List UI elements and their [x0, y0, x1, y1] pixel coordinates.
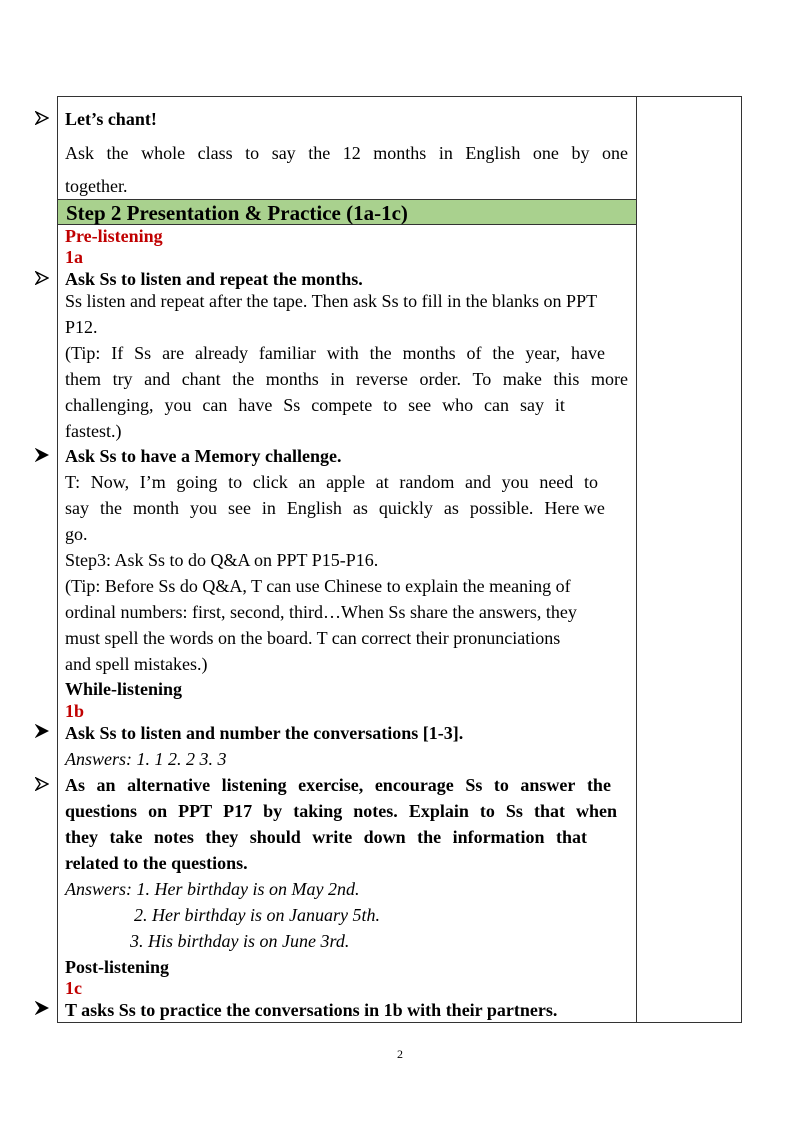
- word: the: [232, 369, 255, 389]
- step2-title: Step 2 Presentation & Practice (1a-1c): [66, 201, 408, 225]
- word: (Tip:: [65, 343, 101, 363]
- label-1b: 1b: [65, 701, 85, 721]
- step2-header: [58, 199, 636, 225]
- number-conversations-instruction: Ask Ss to listen and number the conversations [1-3].: [65, 723, 464, 743]
- word: random: [399, 472, 455, 492]
- word: notes.: [353, 801, 398, 821]
- ask-listen-instruction: Ask Ss to listen and repeat the months.: [65, 269, 363, 289]
- label-1c: 1c: [65, 978, 82, 998]
- word: To: [472, 369, 492, 389]
- tip-line: and spell mistakes.): [65, 654, 208, 674]
- word: exercise,: [298, 775, 364, 795]
- word: that: [533, 801, 565, 821]
- label-1a: 1a: [65, 247, 83, 267]
- word: them: [65, 369, 101, 389]
- arrow-bullet-icon: [35, 448, 49, 462]
- chant-text-line: [65, 144, 628, 162]
- page-number: 2: [397, 1047, 403, 1061]
- word: apple: [326, 472, 366, 492]
- column-divider: [636, 97, 637, 1022]
- word: can: [484, 395, 510, 415]
- word: answer: [520, 775, 576, 795]
- word: the: [106, 143, 129, 163]
- word: Ask: [65, 143, 95, 163]
- word: more: [590, 369, 628, 389]
- word: say: [271, 143, 296, 163]
- word: in: [261, 498, 276, 518]
- word: possible.: [469, 498, 534, 518]
- arrow-bullet-icon: [35, 777, 49, 791]
- word: the: [586, 775, 611, 795]
- word: familiar: [258, 343, 316, 363]
- word: listening: [221, 775, 287, 795]
- word: on: [148, 801, 168, 821]
- answers-1b: Answers: 1. 1 2. 2 3. 3: [65, 749, 227, 769]
- word: and: [465, 472, 491, 492]
- tip-line: [65, 396, 565, 414]
- word: have: [570, 343, 605, 363]
- word: PPT: [178, 801, 213, 821]
- arrow-bullet-icon: [35, 111, 49, 125]
- alternative-exercise-line: [65, 828, 587, 846]
- tip-line: (Tip: Before Ss do Q&A, T can use Chinese to explain the meaning of: [65, 576, 571, 596]
- word: that: [556, 827, 587, 847]
- pre-listening-heading: Pre-listening: [65, 226, 163, 246]
- word: already: [194, 343, 248, 363]
- tip-line: fastest.): [65, 421, 122, 441]
- word: by: [571, 143, 590, 163]
- word: notes: [153, 827, 194, 847]
- word: are: [162, 343, 185, 363]
- word: by: [263, 801, 283, 821]
- word: to: [228, 472, 243, 492]
- word: Here we: [544, 498, 605, 518]
- word: the: [369, 343, 392, 363]
- word: see: [408, 395, 432, 415]
- word: should: [249, 827, 301, 847]
- word: quickly: [378, 498, 433, 518]
- word: write: [312, 827, 353, 847]
- word: the: [308, 143, 331, 163]
- alternative-exercise-line: [65, 802, 617, 820]
- word: down: [363, 827, 406, 847]
- word: going: [176, 472, 218, 492]
- answer-line: Answers: 1. Her birthday is on May 2nd.: [65, 879, 360, 899]
- word: make: [502, 369, 542, 389]
- word: months: [265, 369, 319, 389]
- word: Ss: [283, 395, 301, 415]
- word: reverse: [355, 369, 408, 389]
- memory-text-line: [65, 499, 605, 517]
- word: year,: [525, 343, 561, 363]
- word: whole: [141, 143, 186, 163]
- word: who: [442, 395, 474, 415]
- arrow-bullet-icon: [35, 1001, 49, 1015]
- word: with: [326, 343, 359, 363]
- word: order.: [419, 369, 461, 389]
- word: one: [601, 143, 628, 163]
- word: 12: [342, 143, 361, 163]
- word: can: [202, 395, 228, 415]
- word: the: [417, 827, 442, 847]
- word: this: [553, 369, 580, 389]
- word: need: [539, 472, 574, 492]
- word: try: [112, 369, 133, 389]
- word: compete: [311, 395, 373, 415]
- word: taking: [293, 801, 343, 821]
- word: see: [227, 498, 251, 518]
- word: say: [65, 498, 89, 518]
- word: Explain: [408, 801, 469, 821]
- word: T:: [65, 472, 81, 492]
- while-listening-heading: While-listening: [65, 679, 183, 699]
- word: one: [532, 143, 559, 163]
- practice-instruction: T asks Ss to practice the conversations in 1b with their partners.: [65, 1000, 558, 1020]
- word: you: [189, 498, 217, 518]
- word: I’m: [139, 472, 166, 492]
- answer-line: 3. His birthday is on June 3rd.: [130, 931, 350, 951]
- word: English: [465, 143, 521, 163]
- word: an: [298, 472, 316, 492]
- word: English: [286, 498, 342, 518]
- tip-line: [65, 370, 628, 388]
- word: the: [492, 343, 515, 363]
- word: to: [479, 801, 495, 821]
- word: encourage: [374, 775, 454, 795]
- word: to: [383, 395, 398, 415]
- word: it: [554, 395, 565, 415]
- word: challenging,: [65, 395, 154, 415]
- word: say: [519, 395, 544, 415]
- word: As: [65, 775, 86, 795]
- post-listening-heading: Post-listening: [65, 957, 170, 977]
- word: as: [352, 498, 368, 518]
- word: If: [111, 343, 124, 363]
- word: the: [99, 498, 122, 518]
- word: an: [96, 775, 116, 795]
- word: Ss: [465, 775, 483, 795]
- step3-text: Step3: Ask Ss to do Q&A on PPT P15-P16.: [65, 550, 379, 570]
- alternative-exercise-line: related to the questions.: [65, 853, 248, 873]
- word: month: [132, 498, 179, 518]
- tip-line: must spell the words on the board. T can correct their pronunciations: [65, 628, 561, 648]
- word: questions: [65, 801, 138, 821]
- word: and: [144, 369, 171, 389]
- word: class: [197, 143, 233, 163]
- word: click: [252, 472, 288, 492]
- word: have: [238, 395, 273, 415]
- word: alternative: [127, 775, 211, 795]
- listen-text-line: Ss listen and repeat after the tape. Then ask Ss to fill in the blanks on PPT: [65, 291, 598, 311]
- word: of: [466, 343, 482, 363]
- arrow-bullet-icon: [35, 724, 49, 738]
- word: information: [452, 827, 545, 847]
- word: Now,: [90, 472, 130, 492]
- memory-text-line: go.: [65, 524, 88, 544]
- memory-text-line: [65, 473, 598, 491]
- word: you: [501, 472, 529, 492]
- word: they: [65, 827, 98, 847]
- alternative-exercise-line: [65, 776, 611, 794]
- word: they: [205, 827, 239, 847]
- word: P17: [223, 801, 253, 821]
- word: as: [443, 498, 459, 518]
- word: take: [109, 827, 143, 847]
- word: months: [373, 143, 427, 163]
- chant-title: Let’s chant!: [65, 109, 157, 129]
- tip-line: [65, 344, 605, 362]
- word: in: [438, 143, 453, 163]
- chant-text-line: together.: [65, 176, 128, 196]
- listen-text-line: P12.: [65, 317, 98, 337]
- word: Ss: [134, 343, 152, 363]
- tip-line: ordinal numbers: first, second, third…When Ss share the answers, they: [65, 602, 577, 622]
- word: at: [375, 472, 389, 492]
- word: chant: [181, 369, 221, 389]
- memory-challenge-instruction: Ask Ss to have a Memory challenge.: [65, 446, 342, 466]
- word: to: [583, 472, 598, 492]
- arrow-bullet-icon: [35, 271, 49, 285]
- word: to: [493, 775, 509, 795]
- word: in: [330, 369, 345, 389]
- answer-line: 2. Her birthday is on January 5th.: [134, 905, 380, 925]
- word: months: [402, 343, 456, 363]
- word: you: [164, 395, 192, 415]
- word: when: [575, 801, 617, 821]
- word: Ss: [505, 801, 523, 821]
- word: to: [245, 143, 260, 163]
